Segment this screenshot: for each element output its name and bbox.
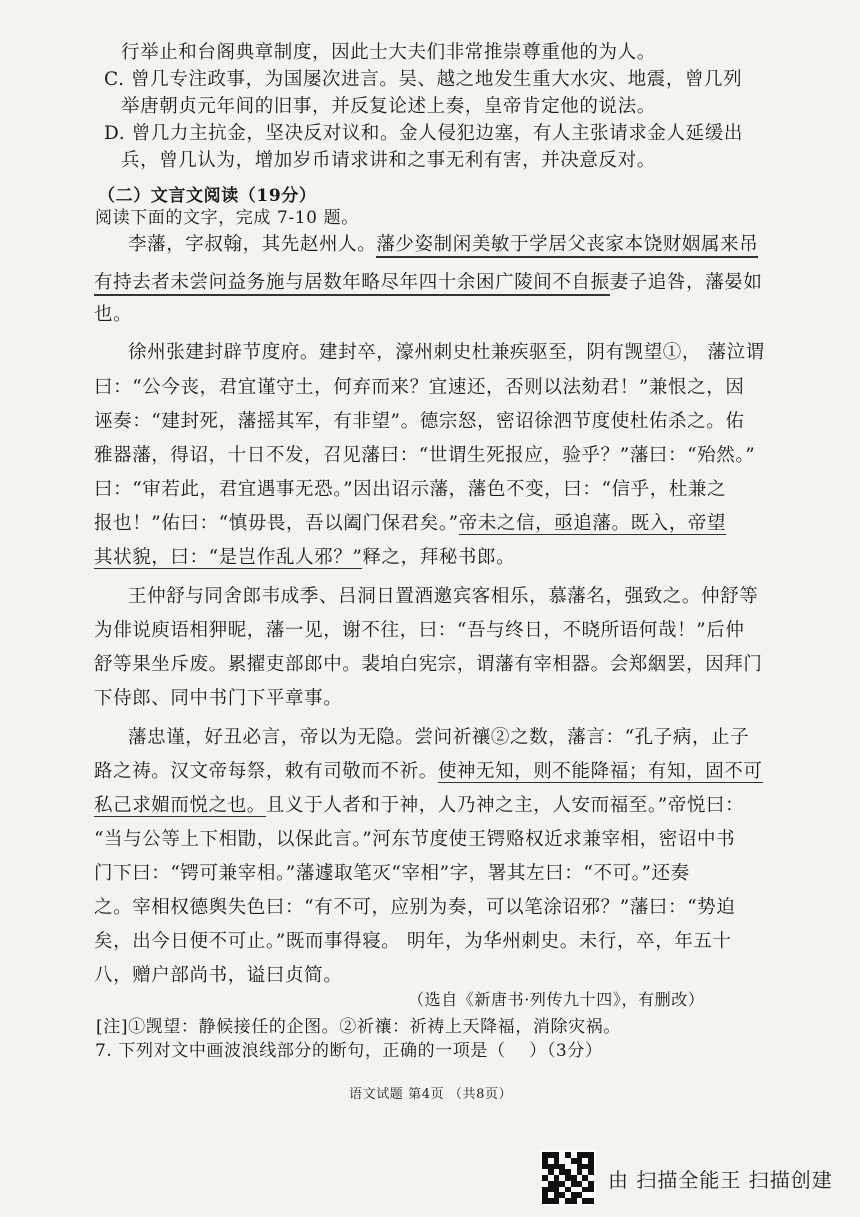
passage-p2-line-3: 诬奏：“建封死，藩摇其军，有非望”。德宗怒，密诏徐泗节度使杜佑杀之。佑 <box>94 411 745 432</box>
passage-text: 且义于人者和于神，人乃神之主，人安而福至。”帝悦曰： <box>265 795 745 816</box>
option-d-line-1: D. 曾几力主抗金，坚决反对议和。金人侵犯边塞，有人主张请求金人延缓出 <box>104 123 743 144</box>
option-b-continuation: 行举止和台阁典章制度，因此士大夫们非常推崇尊重他的为人。 <box>121 42 656 63</box>
annotation-note: [注]①觊望：静候接任的企图。②祈禳：祈祷上天降福，消除灾祸。 <box>96 1017 621 1037</box>
passage-text: 报也！”佑曰：“慎毋畏，吾以阖门保君矣。” <box>94 513 459 534</box>
passage-text: 释之，拜秘书郎。 <box>362 547 516 568</box>
option-c-line-2: 举唐朝贞元年间的旧事，并反复论述上奏，皇帝肯定他的说法。 <box>121 96 656 117</box>
underlined-text: 私己求媚而悦之也。 <box>94 795 266 816</box>
watermark-text: 由 扫描全能王 扫描创建 <box>608 1167 833 1192</box>
passage-p2-line-6 <box>94 511 726 537</box>
passage-p4-line-6: 之。宰相权德舆失色曰：“有不可，应别为奏，可以笔涂诏邪？”藩曰：“势迫 <box>94 897 736 918</box>
passage-p4-line-4: “当与公等上下相勖，以保此言。”河东节度使王锷赂权近求兼宰相，密诏中书 <box>94 829 736 850</box>
passage-p1-line-3: 也。 <box>94 304 133 325</box>
qr-code-icon <box>540 1150 596 1206</box>
underlined-text: 帝未之信，亟追藩。既入，帝望 <box>458 513 727 534</box>
passage-p4-line-1: 藩忠谨，好丑必言，帝以为无隐。尝问祈禳②之数，藩言：“孔子病，止子 <box>128 727 750 748</box>
passage-p3-line-1: 王仲舒与同舍郎韦成季、吕洞日置酒邀宾客相乐，慕藩名，强致之。仲舒等 <box>128 586 759 607</box>
passage-p1-line-1 <box>128 232 758 258</box>
option-d-line-2: 兵，曾几认为，增加岁币请求讲和之事无利有害，并决意反对。 <box>121 150 656 171</box>
passage-p1-line-2 <box>94 270 763 296</box>
page-footer: 语文试题 第4页 （共8页） <box>349 1087 513 1102</box>
passage-source: （选自《新唐书·列传九十四》，有删改） <box>408 990 705 1009</box>
question-7: 7. 下列对文中画波浪线部分的断句，正确的一项是（ ）（3分） <box>95 1041 603 1061</box>
passage-p3-line-3: 舒等果坐斥废。累擢吏部郎中。裴垍白宪宗，谓藩有宰相器。会郑絪罢，因拜门 <box>94 654 763 675</box>
passage-p4-line-3 <box>94 793 744 819</box>
passage-p2-line-4: 雅器藩，得诏，十日不发，召见藩曰：“世谓生死报应，验乎？”藩曰：“殆然。” <box>94 445 756 466</box>
underlined-text: 使神无知，则不能降福；有知，固不可 <box>437 761 763 782</box>
passage-text: 李藩，字叔翰，其先赵州人。 <box>128 234 377 255</box>
scanner-watermark <box>540 1150 833 1206</box>
section-instruction: 阅读下面的文字，完成 7-10 题。 <box>95 208 359 228</box>
option-c-line-1: C. 曾几专注政事，为国屡次进言。吴、越之地发生重大水灾、地震，曾几列 <box>104 69 743 90</box>
underlined-text: 其状貌，曰：“是岂作乱人邪？” <box>94 547 363 568</box>
passage-p3-line-4: 下侍郎、同中书门下平章事。 <box>94 688 343 709</box>
passage-p3-line-2: 为俳说庾语相狎昵，藩一见，谢不往，曰：“吾与终日，不晓所语何哉！”后仲 <box>94 620 745 641</box>
passage-p4-line-8: 八，赠户部尚书，谥曰贞简。 <box>94 965 343 986</box>
passage-p2-line-7 <box>94 545 515 571</box>
section-title: （二）文言文阅读（19分） <box>98 186 317 206</box>
passage-p4-line-5: 门下曰：“锷可兼宰相。”藩遽取笔灭“宰相”字，署其左曰：“不可。”还奏 <box>94 863 690 884</box>
wavy-underlined-text: 有持去者未尝问益务施与居数年略尽年四十余困广陵间不自振 <box>94 272 610 296</box>
passage-p4-line-2 <box>94 759 763 785</box>
passage-p4-line-7: 矣，出今日便不可止。”既而事得寝。 明年，为华州刺史。未行，卒，年五十 <box>94 931 732 952</box>
passage-text: 路之祷。汉文帝每祭，敕有司敬而不祈。 <box>94 761 438 782</box>
passage-text: 妻子追咎，藩晏如 <box>609 272 763 293</box>
passage-p2-line-1: 徐州张建封辟节度府。建封卒，濠州刺史杜兼疾驱至，阴有觊望①， 藩泣谓 <box>128 342 765 363</box>
passage-p2-line-5: 曰：“审若此，君宜遇事无恐。”因出诏示藩，藩色不变，曰：“信乎，杜兼之 <box>94 479 727 500</box>
passage-p2-line-2: 曰：“公今丧，君宜谨守土，何弃而来？宜速还，否则以法劾君！”兼恨之，因 <box>94 377 745 398</box>
wavy-underlined-text: 藩少姿制闲美敏于学居父丧家本饶财姻属来吊 <box>376 234 758 258</box>
